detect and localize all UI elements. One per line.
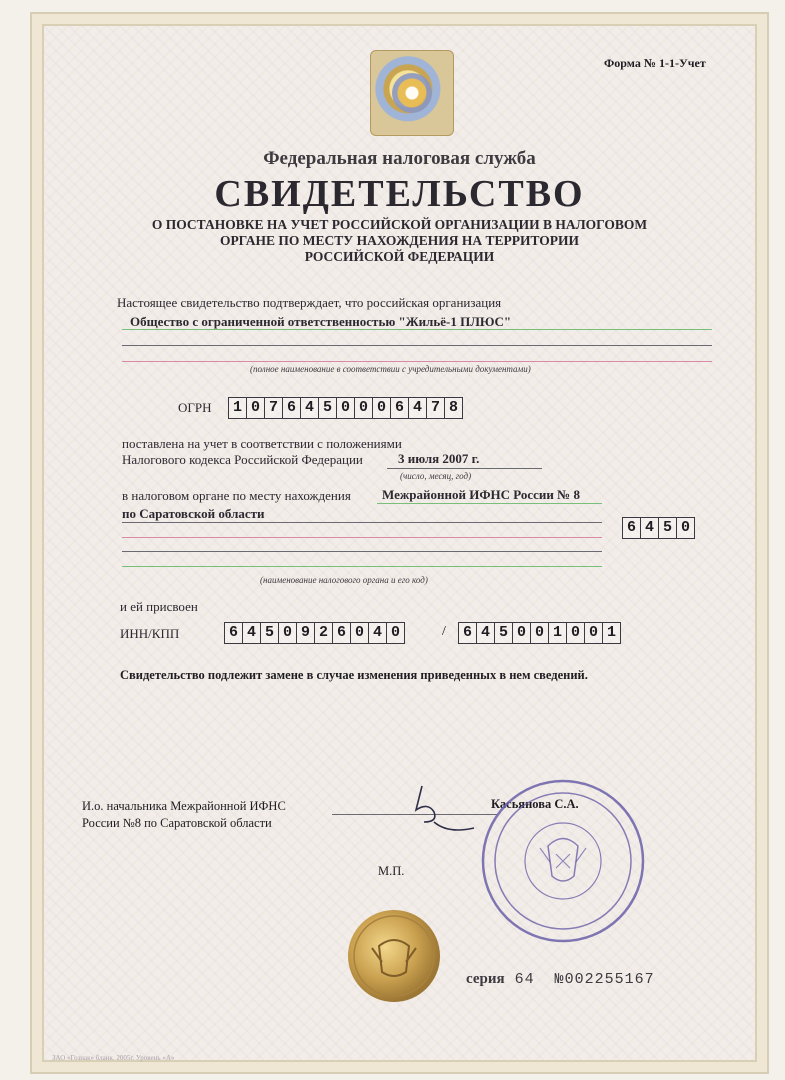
authority-underline-1 bbox=[377, 503, 602, 504]
ogrn-digit: 0 bbox=[337, 398, 355, 418]
inn-kpp-label: ИНН/КПП bbox=[120, 626, 180, 641]
ogrn-digit: 0 bbox=[247, 398, 265, 418]
tax-authority-intro: в налоговом органе по месту нахождения bbox=[122, 488, 351, 503]
handwritten-signature bbox=[404, 776, 484, 846]
document-title: СВИДЕТЕЛЬСТВО bbox=[214, 173, 585, 215]
inn-digit: 0 bbox=[351, 623, 369, 643]
tax-code-digit: 5 bbox=[659, 518, 677, 538]
tax-code-digit: 0 bbox=[680, 519, 690, 536]
date-underline bbox=[387, 468, 542, 469]
form-number: Форма № 1-1-Учет bbox=[604, 56, 706, 70]
official-stamp bbox=[478, 776, 648, 946]
ogrn-digit: 7 bbox=[427, 398, 445, 418]
kpp-digit: 0 bbox=[513, 623, 531, 643]
printer-footer: ЗАО «Гознак» бланк. 2005г. Уровень «А» bbox=[52, 1054, 175, 1062]
tax-code-digit: 6 bbox=[623, 518, 641, 538]
kpp-digit: 4 bbox=[477, 623, 495, 643]
gold-seal bbox=[344, 906, 444, 1006]
series-number bbox=[466, 971, 655, 988]
ogrn-digit: 4 bbox=[409, 398, 427, 418]
signer-position-line2: России №8 по Саратовской области bbox=[82, 816, 272, 830]
registration-date: 3 июля 2007 г. bbox=[398, 451, 480, 466]
service-name: Федеральная налоговая служба bbox=[263, 148, 536, 169]
ogrn-digit: 4 bbox=[301, 398, 319, 418]
authority-underline-2 bbox=[122, 522, 602, 523]
inn-digit: 0 bbox=[279, 623, 297, 643]
inn-digit: 2 bbox=[315, 623, 333, 643]
kpp-digit: 0 bbox=[585, 623, 603, 643]
authority-underline-5 bbox=[122, 566, 602, 567]
ogrn-digit: 0 bbox=[355, 398, 373, 418]
signer-name: Касьянова С.А. bbox=[491, 797, 579, 811]
organization-name: Общество с ограниченной ответственностью "Жильё-1 ПЛЮС" bbox=[130, 314, 512, 329]
mp-label: М.П. bbox=[378, 864, 405, 878]
subtitle-line: ОРГАНЕ ПО МЕСТУ НАХОЖДЕНИЯ НА ТЕРРИТОРИИ bbox=[219, 233, 580, 248]
ogrn-digit: 7 bbox=[265, 398, 283, 418]
ogrn-digit: 5 bbox=[319, 398, 337, 418]
tax-authority-hint: (наименование налогового органа и его код) bbox=[260, 575, 428, 585]
authority-underline-4 bbox=[122, 551, 602, 552]
inn-digit: 0 bbox=[390, 624, 400, 641]
authority-underline-3 bbox=[122, 537, 602, 538]
registration-line2: Налогового кодекса Российской Федерации bbox=[122, 452, 363, 467]
tax-authority-name-2: по Саратовской области bbox=[122, 506, 265, 521]
ogrn-label: ОГРН bbox=[178, 400, 212, 415]
kpp-digit: 0 bbox=[531, 623, 549, 643]
kpp-boxes bbox=[458, 622, 621, 644]
certificate-sheet bbox=[30, 12, 769, 1074]
ogrn-digit: 6 bbox=[283, 398, 301, 418]
document-subtitle bbox=[122, 217, 677, 265]
org-underline bbox=[122, 329, 712, 330]
kpp-digit: 0 bbox=[567, 623, 585, 643]
inn-digit: 9 bbox=[297, 623, 315, 643]
org-line-2 bbox=[122, 345, 712, 346]
inn-digit: 6 bbox=[333, 623, 351, 643]
inn-digit: 5 bbox=[261, 623, 279, 643]
org-line-3 bbox=[122, 361, 712, 362]
signer-position bbox=[82, 798, 286, 832]
inn-digit: 4 bbox=[243, 623, 261, 643]
ogrn-boxes bbox=[228, 397, 463, 419]
signer-position-line1: И.о. начальника Межрайонной ИФНС bbox=[82, 799, 286, 813]
inn-digit: 4 bbox=[369, 623, 387, 643]
blank-number: 002255167 bbox=[564, 971, 655, 988]
inn-boxes bbox=[224, 622, 405, 644]
kpp-digit: 1 bbox=[549, 623, 567, 643]
series-value: 64 bbox=[514, 971, 535, 988]
number-prefix: № bbox=[554, 971, 565, 988]
hologram-emblem bbox=[370, 50, 454, 136]
ogrn-digit: 1 bbox=[229, 398, 247, 418]
assigned-text: и ей присвоен bbox=[120, 599, 198, 614]
tax-authority-name-1: Межрайонной ИФНС России № 8 bbox=[382, 487, 580, 502]
kpp-digit: 1 bbox=[606, 624, 616, 641]
inn-kpp-separator: / bbox=[442, 624, 446, 639]
confirm-text: Настоящее свидетельство подтверждает, что российская организация bbox=[117, 295, 502, 310]
registration-line1: поставлена на учет в соответствии с положениями bbox=[122, 436, 402, 451]
ogrn-digit: 8 bbox=[448, 399, 458, 416]
inn-digit: 6 bbox=[225, 623, 243, 643]
ogrn-digit: 0 bbox=[373, 398, 391, 418]
replacement-warning: Свидетельство подлежит замене в случае изменения приведенных в нем сведений. bbox=[120, 668, 588, 682]
subtitle-line: О ПОСТАНОВКЕ НА УЧЕТ РОССИЙСКОЙ ОРГАНИЗАЦИИ В НАЛОГОВОМ bbox=[151, 217, 648, 232]
org-name-hint: (полное наименование в соответствии с учредительными документами) bbox=[250, 364, 531, 374]
date-hint: (число, месяц, год) bbox=[400, 471, 472, 481]
subtitle-line: РОССИЙСКОЙ ФЕДЕРАЦИИ bbox=[304, 249, 495, 264]
ogrn-digit: 6 bbox=[391, 398, 409, 418]
kpp-digit: 5 bbox=[495, 623, 513, 643]
tax-code-boxes bbox=[622, 517, 695, 539]
series-label: серия bbox=[466, 971, 505, 987]
tax-code-digit: 4 bbox=[641, 518, 659, 538]
kpp-digit: 6 bbox=[459, 623, 477, 643]
